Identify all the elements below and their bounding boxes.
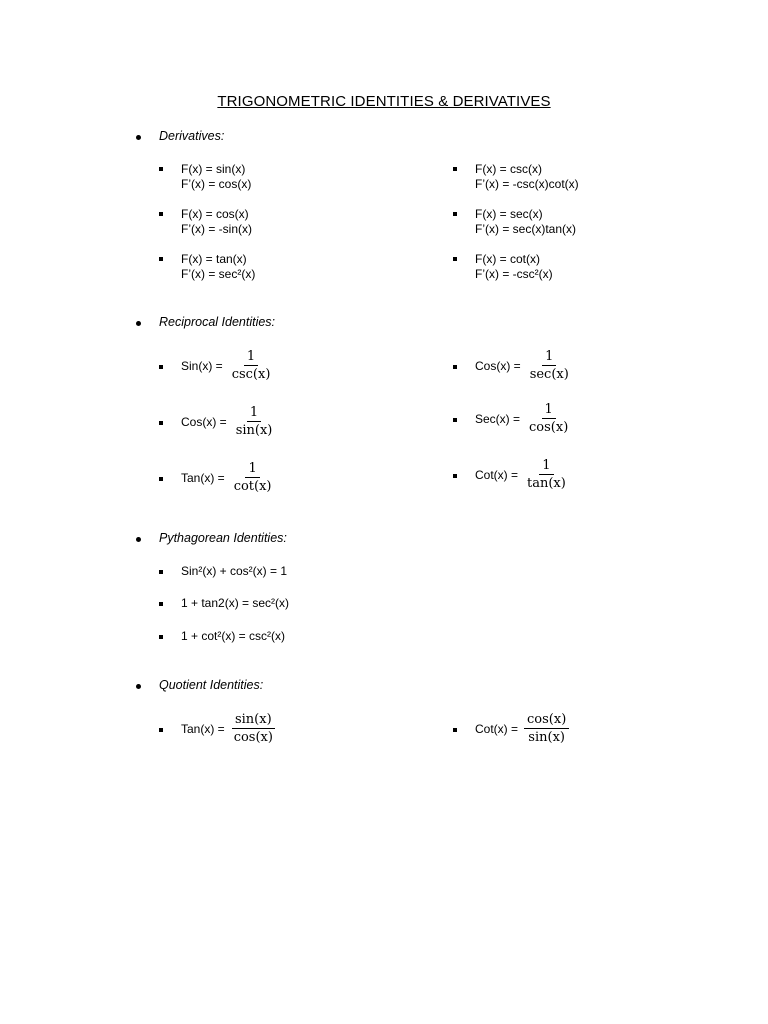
fraction-numerator: 1 (542, 401, 556, 419)
fraction-numerator: 1 (244, 348, 258, 366)
derivative-result: F’(x) = cos(x) (181, 177, 252, 191)
fraction-numerator: 1 (247, 404, 261, 422)
bullet-square (159, 421, 163, 425)
derivative-function: F(x) = sec(x) (475, 207, 543, 221)
fraction-denominator: sin(x) (235, 423, 273, 438)
identity-lhs: Tan(x) = (181, 470, 225, 485)
fraction-numerator: 1 (539, 457, 553, 475)
bullet-square (453, 167, 457, 171)
bullet-square (453, 365, 457, 369)
identity-lhs: Sin(x) = (181, 358, 223, 373)
bullet-dot (136, 321, 141, 326)
bullet-square (159, 365, 163, 369)
bullet-square (159, 602, 163, 606)
quotient-heading: Quotient Identities: (159, 678, 264, 692)
identity-lhs: Sec(x) = (475, 411, 521, 426)
identity-lhs: Cos(x) = (181, 414, 227, 429)
derivative-result: F’(x) = sec(x)tan(x) (475, 222, 577, 236)
bullet-square (159, 570, 163, 574)
quotient-identity (181, 711, 276, 746)
reciprocal-identity (475, 457, 569, 492)
identity-lhs: Tan(x) = (181, 721, 225, 736)
fraction-numerator: 1 (542, 348, 556, 366)
fraction-denominator: sec(x) (529, 367, 569, 382)
bullet-square (453, 418, 457, 422)
quotient-identity (475, 711, 569, 746)
fraction-numerator: cos(x) (524, 711, 569, 729)
reciprocal-identity (181, 404, 275, 439)
bullet-dot (136, 537, 141, 542)
identity-lhs: Cot(x) = (475, 721, 519, 736)
page-title: TRIGONOMETRIC IDENTITIES & DERIVATIVES (217, 93, 551, 110)
pythagorean-identity: 1 + tan2(x) = sec²(x) (181, 596, 290, 610)
reciprocal-heading: Reciprocal Identities: (159, 315, 276, 329)
derivatives-heading: Derivatives: (159, 129, 225, 143)
bullet-square (159, 257, 163, 261)
derivative-result: F’(x) = -csc(x)cot(x) (475, 177, 579, 191)
derivative-result: F’(x) = sec²(x) (181, 267, 256, 281)
fraction-denominator: cos(x) (529, 420, 569, 435)
identity-lhs: Cot(x) = (475, 467, 519, 482)
bullet-square (453, 728, 457, 732)
bullet-square (159, 635, 163, 639)
fraction-numerator: 1 (245, 460, 259, 478)
bullet-dot (136, 135, 141, 140)
bullet-square (159, 212, 163, 216)
bullet-square (453, 257, 457, 261)
bullet-dot (136, 684, 141, 689)
bullet-square (453, 474, 457, 478)
derivative-function: F(x) = sin(x) (181, 162, 246, 176)
fraction-denominator: cos(x) (233, 730, 273, 745)
derivative-function: F(x) = cos(x) (181, 207, 249, 221)
fraction-denominator: sin(x) (528, 730, 565, 745)
bullet-square (159, 477, 163, 481)
reciprocal-identity (475, 401, 571, 436)
pythagorean-identity: 1 + cot²(x) = csc²(x) (181, 629, 286, 643)
reciprocal-identity (181, 348, 273, 383)
identity-lhs: Cos(x) = (475, 358, 521, 373)
pythagorean-identity: Sin²(x) + cos²(x) = 1 (181, 564, 288, 578)
bullet-square (159, 728, 163, 732)
derivative-function: F(x) = cot(x) (475, 252, 540, 266)
fraction-numerator: sin(x) (232, 711, 275, 729)
fraction-denominator: cot(x) (233, 479, 272, 494)
derivative-function: F(x) = tan(x) (181, 252, 247, 266)
derivative-result: F’(x) = -sin(x) (181, 222, 252, 236)
bullet-square (453, 212, 457, 216)
pythagorean-heading: Pythagorean Identities: (159, 531, 287, 545)
derivative-result: F’(x) = -csc²(x) (475, 267, 553, 281)
fraction-denominator: tan(x) (527, 476, 566, 491)
fraction-denominator: csc(x) (231, 367, 271, 382)
derivative-function: F(x) = csc(x) (475, 162, 542, 176)
bullet-square (159, 167, 163, 171)
reciprocal-identity (475, 348, 572, 383)
reciprocal-identity (181, 460, 275, 495)
